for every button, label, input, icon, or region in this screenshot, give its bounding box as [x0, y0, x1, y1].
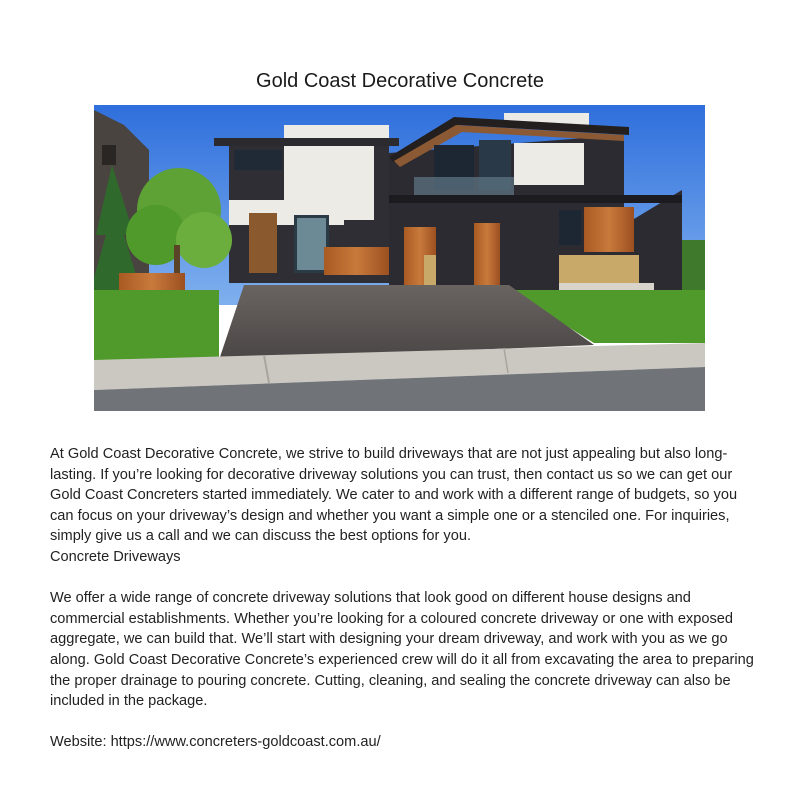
page-title: Gold Coast Decorative Concrete	[256, 70, 544, 92]
website-line[interactable]: Website: https://www.concreters-goldcoast.com.au/	[50, 734, 381, 751]
lawn-left	[94, 290, 219, 360]
body-paragraph: We offer a wide range of concrete driveway solutions that look good on different house designs and commercial establishments. Whether you’re looking for a coloured concrete driveway or one with exposed aggregate, we can build that. We’ll start with designing your dream driveway, and work with you as we go along. Gold Coast Decorative Concrete’s experienced crew will do it all from excavating the area to preparing the proper drainage to pouring concrete. Cutting, cleaning, and sealing the concrete driveway can also be included in the package.	[50, 590, 754, 710]
hero-image	[94, 105, 705, 411]
house-photo	[94, 105, 705, 411]
section-heading: Concrete Driveways	[50, 548, 181, 565]
intro-text: At Gold Coast Decorative Concrete, we strive to build driveways that are not just appealing but also long-lasting. If you’re looking for decorative driveway solutions you can trust, then contact us so we can get our Gold Coast Concreters started immediately. We cater to and work with a different range of budgets, so you can focus on your driveway’s design and whether you want a simple one or a stenciled one. For inquiries, simply give us a call and we can discuss the best options for you.	[50, 446, 738, 545]
garage-door	[474, 223, 500, 288]
article-content	[50, 444, 762, 774]
intro-paragraph	[50, 444, 762, 568]
